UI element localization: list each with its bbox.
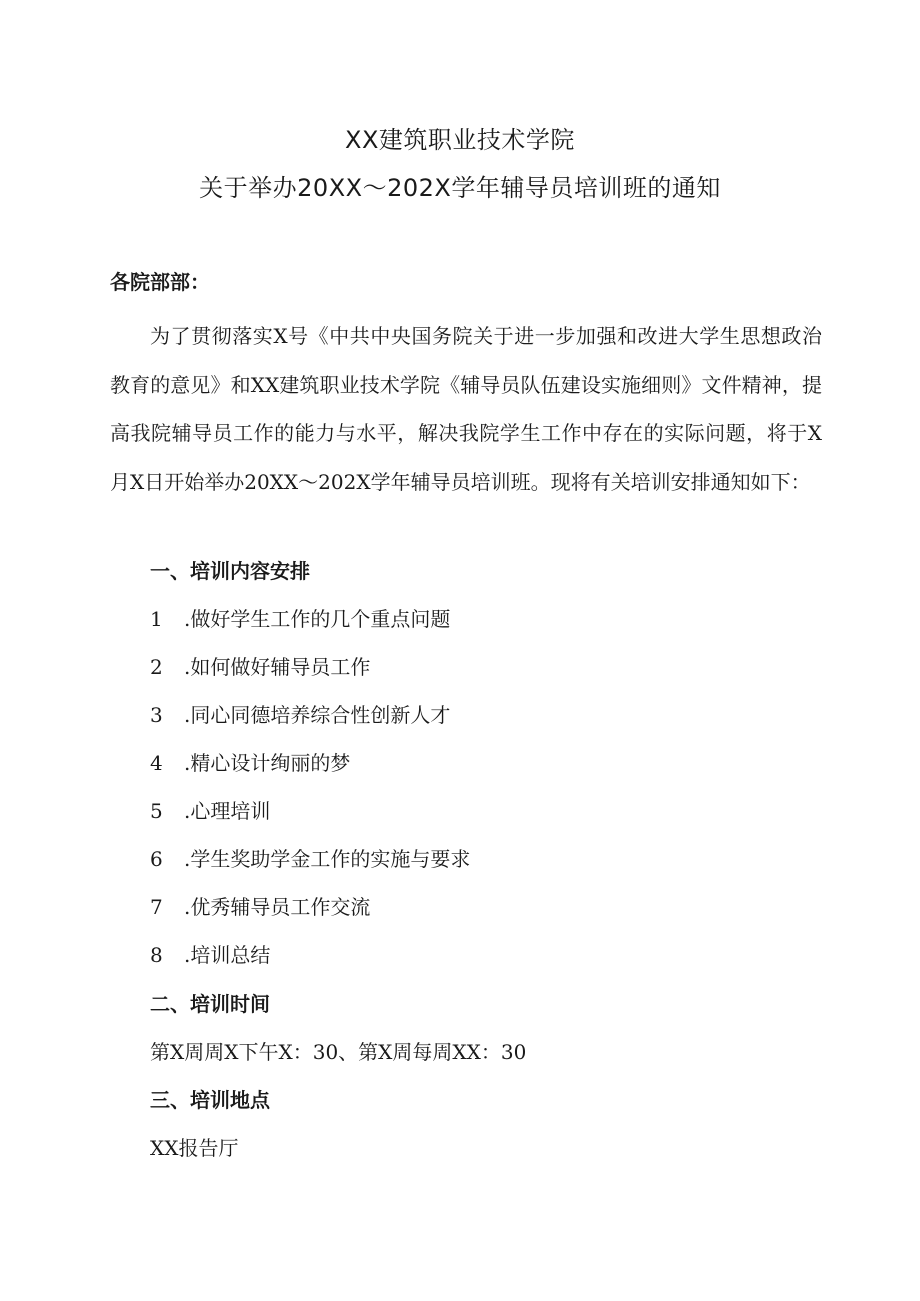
list-item xyxy=(150,605,450,633)
training-location-text: XX报告厅 xyxy=(150,1136,239,1160)
list-item xyxy=(150,749,350,777)
intro-paragraph: 为了贯彻落实X号《中共中央国务院关于进一步加强和改进大学生思想政治教育的意见》和XX建筑职业技术学院《辅导员队伍建设实施细则》文件精神，提高我院辅导员工作的能力与水平，解决我院学生工作中存在的实际问题，将于X月X日开始举办20XX～202X学年辅导员培训班。现将有关培训安排通知如下： xyxy=(110,324,822,494)
list-item xyxy=(150,701,450,729)
list-item-number: 7 xyxy=(150,895,163,919)
section-heading-time: 二、培训时间 xyxy=(150,992,270,1016)
section-heading-content: 一、培训内容安排 xyxy=(150,559,310,583)
list-item-text: .优秀辅导员工作交流 xyxy=(184,895,371,919)
list-item-number: 2 xyxy=(150,655,163,679)
document-title xyxy=(0,116,920,212)
list-item xyxy=(150,941,270,969)
list-item-number: 5 xyxy=(150,799,163,823)
section-heading-location: 三、培训地点 xyxy=(150,1088,270,1112)
salutation: 各院部部： xyxy=(110,270,210,294)
training-time-text: 第X周周X下午X：30、第X周每周XX：30 xyxy=(150,1040,527,1064)
list-item-text: .学生奖助学金工作的实施与要求 xyxy=(184,847,471,871)
list-item-number: 4 xyxy=(150,751,163,775)
list-item-number: 1 xyxy=(150,607,163,631)
list-item-number: 6 xyxy=(150,847,163,871)
list-item xyxy=(150,797,270,825)
list-item-text: .心理培训 xyxy=(184,799,271,823)
title-line-1: XX建筑职业技术学院 xyxy=(345,126,575,154)
list-item-text: .如何做好辅导员工作 xyxy=(184,655,371,679)
title-line-2: 关于举办20XX～202X学年辅导员培训班的通知 xyxy=(199,174,721,202)
list-item xyxy=(150,893,370,921)
list-item-text: .精心设计绚丽的梦 xyxy=(184,751,351,775)
list-item-text: .做好学生工作的几个重点问题 xyxy=(184,607,451,631)
list-item xyxy=(150,845,470,873)
list-item-text: .同心同德培养综合性创新人才 xyxy=(184,703,451,727)
list-item-number: 8 xyxy=(150,943,163,967)
list-item xyxy=(150,653,370,681)
list-item-text: .培训总结 xyxy=(184,943,271,967)
list-item-number: 3 xyxy=(150,703,163,727)
